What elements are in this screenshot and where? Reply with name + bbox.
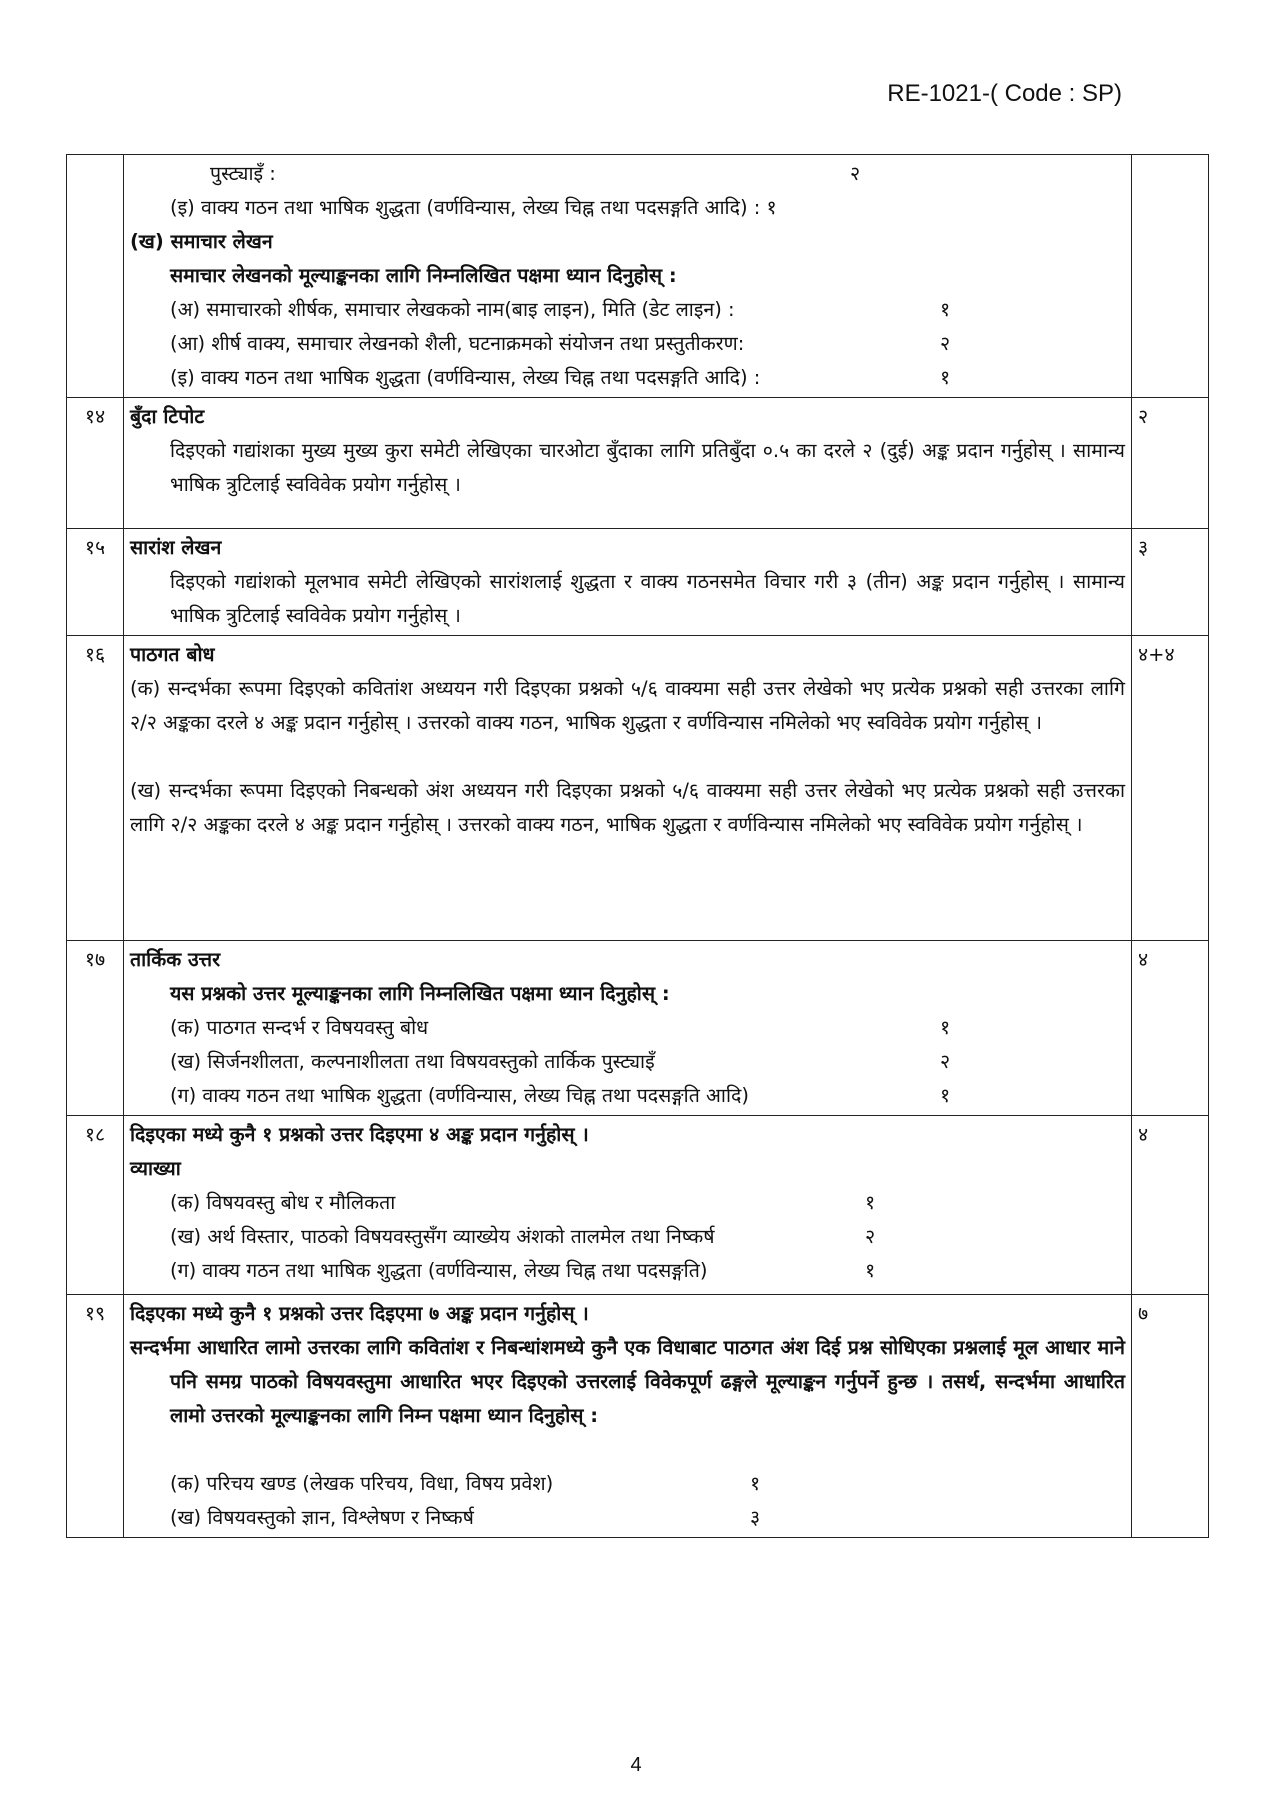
table-row-15 bbox=[67, 529, 1209, 636]
item-text: (ग) वाक्य गठन तथा भाषिक शुद्धता (वर्णविन्यास, लेख्य चिह्न तथा पदसङ्गति) bbox=[170, 1259, 708, 1282]
item-text: (इ) वाक्य गठन तथा भाषिक शुद्धता (वर्णविन्यास, लेख्य चिह्न तथा पदसङ्गति आदि) : १ bbox=[170, 196, 777, 219]
question-content bbox=[124, 529, 1132, 636]
list-item bbox=[130, 361, 1125, 395]
question-subtitle: व्याख्या bbox=[130, 1157, 181, 1180]
item-text: (ग) वाक्य गठन तथा भाषिक शुद्धता (वर्णविन्यास, लेख्य चिह्न तथा पदसङ्गति आदि) bbox=[170, 1084, 749, 1107]
list-item bbox=[130, 1220, 1125, 1254]
item-text: (ख) अर्थ विस्तार, पाठको विषयवस्तुसँग व्याख्येय अंशको तालमेल तथा निष्कर्ष bbox=[170, 1225, 715, 1248]
item-marks: २ bbox=[850, 162, 861, 185]
item-marks: १ bbox=[940, 298, 951, 321]
list-item bbox=[130, 1254, 1125, 1288]
question-content bbox=[124, 941, 1132, 1116]
item-text: (आ) शीर्ष वाक्य, समाचार लेखनको शैली, घटनाक्रमको संयोजन तथा प्रस्तुतीकरण: bbox=[170, 332, 745, 355]
item-text: समाचार लेखनको मूल्याङ्कनका लागि निम्नलिखित पक्षमा ध्यान दिनुहोस् : bbox=[170, 264, 677, 287]
item-marks: ३ bbox=[750, 1506, 761, 1529]
question-number: १७ bbox=[67, 941, 124, 1116]
item-marks: १ bbox=[940, 1084, 951, 1107]
section-heading bbox=[130, 225, 1125, 259]
item-text: (ख) समाचार लेखन bbox=[130, 230, 273, 253]
list-item bbox=[130, 1045, 1125, 1079]
list-item bbox=[130, 1011, 1125, 1045]
item-text: (इ) वाक्य गठन तथा भाषिक शुद्धता (वर्णविन्यास, लेख्य चिह्न तथा पदसङ्गति आदि) : bbox=[170, 366, 761, 389]
list-item bbox=[130, 157, 1125, 191]
question-marks: ४ bbox=[1132, 941, 1209, 1116]
table-row-17 bbox=[67, 941, 1209, 1116]
question-instruction: (क) सन्दर्भका रूपमा दिइएको कवितांश अध्ययन गरी दिइएका प्रश्नको ५/६ वाक्यमा सही उत्तर लेखेको भए प्रत्येक प्रश्नको सही उत्तरका लागि २/२ अङ्कका दरले ४ अङ्क प्रदान गर्नुहोस् । उत्तरको वाक्य गठन, भाषिक शुद्धता र वर्णविन्यास नमिलेको भए स्वविवेक प्रयोग गर्नुहोस् । bbox=[130, 677, 1125, 734]
question-title: बुँदा टिपोट bbox=[130, 405, 205, 428]
list-item bbox=[130, 1079, 1125, 1113]
question-marks bbox=[1132, 155, 1209, 398]
question-content bbox=[124, 155, 1132, 398]
question-title: पाठगत बोध bbox=[130, 643, 215, 666]
list-item bbox=[130, 191, 1125, 225]
question-subtitle: यस प्रश्नको उत्तर मूल्याङ्कनका लागि निम्नलिखित पक्षमा ध्यान दिनुहोस् : bbox=[170, 982, 670, 1005]
question-number: १४ bbox=[67, 398, 124, 529]
item-text: (ख) विषयवस्तुको ज्ञान, विश्लेषण र निष्कर्ष bbox=[170, 1506, 474, 1529]
table-row-19 bbox=[67, 1295, 1209, 1538]
question-number: १८ bbox=[67, 1116, 124, 1295]
question-content bbox=[124, 398, 1132, 529]
item-marks: १ bbox=[940, 366, 951, 389]
question-number bbox=[67, 155, 124, 398]
table-row-13 bbox=[67, 155, 1209, 398]
item-text: (क) पाठगत सन्दर्भ र विषयवस्तु बोध bbox=[170, 1016, 429, 1039]
question-number: १९ bbox=[67, 1295, 124, 1538]
item-marks: २ bbox=[940, 332, 951, 355]
question-content bbox=[124, 1295, 1132, 1538]
table-row-18 bbox=[67, 1116, 1209, 1295]
item-text: (क) विषयवस्तु बोध र मौलिकता bbox=[170, 1191, 396, 1214]
question-instruction: सन्दर्भमा आधारित लामो उत्तरका लागि कवितांश र निबन्धांशमध्ये कुनै एक विधाबाट पाठगत अंश दिई प्रश्न सोधिएका प्रश्नलाई मूल आधार माने पनि समग्र पाठको विषयवस्तुमा आधारित भएर दिइएको उत्तरलाई विवेकपूर्ण ढङ्गले मूल्याङ्कन गर्नुपर्ने हुन्छ । तसर्थ, सन्दर्भमा आधारित लामो उत्तरको मूल्याङ्कनका लागि निम्न पक्षमा ध्यान दिनुहोस् : bbox=[130, 1336, 1125, 1427]
question-instruction: दिइएको गद्यांशको मूलभाव समेटी लेखिएको सारांशलाई शुद्धता र वाक्य गठनसमेत विचार गरी ३ (तीन) अङ्क प्रदान गर्नुहोस् । सामान्य भाषिक त्रुटिलाई स्वविवेक प्रयोग गर्नुहोस् । bbox=[170, 570, 1125, 627]
item-marks: १ bbox=[865, 1259, 876, 1282]
exam-code: RE-1021-( Code : SP) bbox=[887, 80, 1122, 107]
item-text: पुस्ट्याइँ : bbox=[210, 162, 276, 185]
question-title: तार्किक उत्तर bbox=[130, 948, 221, 971]
item-text: (अ) समाचारको शीर्षक, समाचार लेखकको नाम(बाइ लाइन), मिति (डेट लाइन) : bbox=[170, 298, 735, 321]
question-number: १५ bbox=[67, 529, 124, 636]
question-marks: ७ bbox=[1132, 1295, 1209, 1538]
question-marks: ४ bbox=[1132, 1116, 1209, 1295]
list-item bbox=[130, 1186, 1125, 1220]
item-marks: १ bbox=[865, 1191, 876, 1214]
item-marks: २ bbox=[865, 1225, 876, 1248]
table-row-16 bbox=[67, 636, 1209, 941]
list-item bbox=[130, 1467, 1125, 1501]
question-content bbox=[124, 636, 1132, 941]
page-number: 4 bbox=[630, 1754, 642, 1776]
question-title: दिइएका मध्ये कुनै १ प्रश्नको उत्तर दिइएमा ४ अङ्क प्रदान गर्नुहोस् । bbox=[130, 1123, 589, 1146]
list-item bbox=[130, 327, 1125, 361]
item-marks: १ bbox=[750, 1472, 761, 1495]
marking-scheme-table bbox=[66, 154, 1209, 1538]
question-marks: ४+४ bbox=[1132, 636, 1209, 941]
question-instruction: दिइएको गद्यांशका मुख्य मुख्य कुरा समेटी लेखिएका चारओटा बुँदाका लागि प्रतिबुँदा ०.५ का दरले २ (दुई) अङ्क प्रदान गर्नुहोस् । सामान्य भाषिक त्रुटिलाई स्वविवेक प्रयोग गर्नुहोस् । bbox=[170, 439, 1125, 496]
question-content bbox=[124, 1116, 1132, 1295]
question-title: सारांश लेखन bbox=[130, 536, 222, 559]
section-subheading bbox=[130, 259, 1125, 293]
question-title: दिइएका मध्ये कुनै १ प्रश्नको उत्तर दिइएमा ७ अङ्क प्रदान गर्नुहोस् । bbox=[130, 1302, 589, 1325]
list-item bbox=[130, 1501, 1125, 1535]
question-marks: ३ bbox=[1132, 529, 1209, 636]
question-number: १६ bbox=[67, 636, 124, 941]
item-text: (क) परिचय खण्ड (लेखक परिचय, विधा, विषय प्रवेश) bbox=[170, 1472, 554, 1495]
question-instruction: (ख) सन्दर्भका रूपमा दिइएको निबन्धको अंश अध्ययन गरी दिइएका प्रश्नको ५/६ वाक्यमा सही उत्तर लेखेको भए प्रत्येक प्रश्नको सही उत्तरका लागि २/२ अङ्कका दरले ४ अङ्क प्रदान गर्नुहोस् । उत्तरको वाक्य गठन, भाषिक शुद्धता र वर्णविन्यास नमिलेको भए स्वविवेक प्रयोग गर्नुहोस् । bbox=[130, 779, 1125, 836]
item-marks: १ bbox=[940, 1016, 951, 1039]
list-item bbox=[130, 293, 1125, 327]
item-text: (ख) सिर्जनशीलता, कल्पनाशीलता तथा विषयवस्तुको तार्किक पुस्ट्याइँ bbox=[170, 1050, 655, 1073]
item-marks: २ bbox=[940, 1050, 951, 1073]
table-row-14 bbox=[67, 398, 1209, 529]
question-marks: २ bbox=[1132, 398, 1209, 529]
